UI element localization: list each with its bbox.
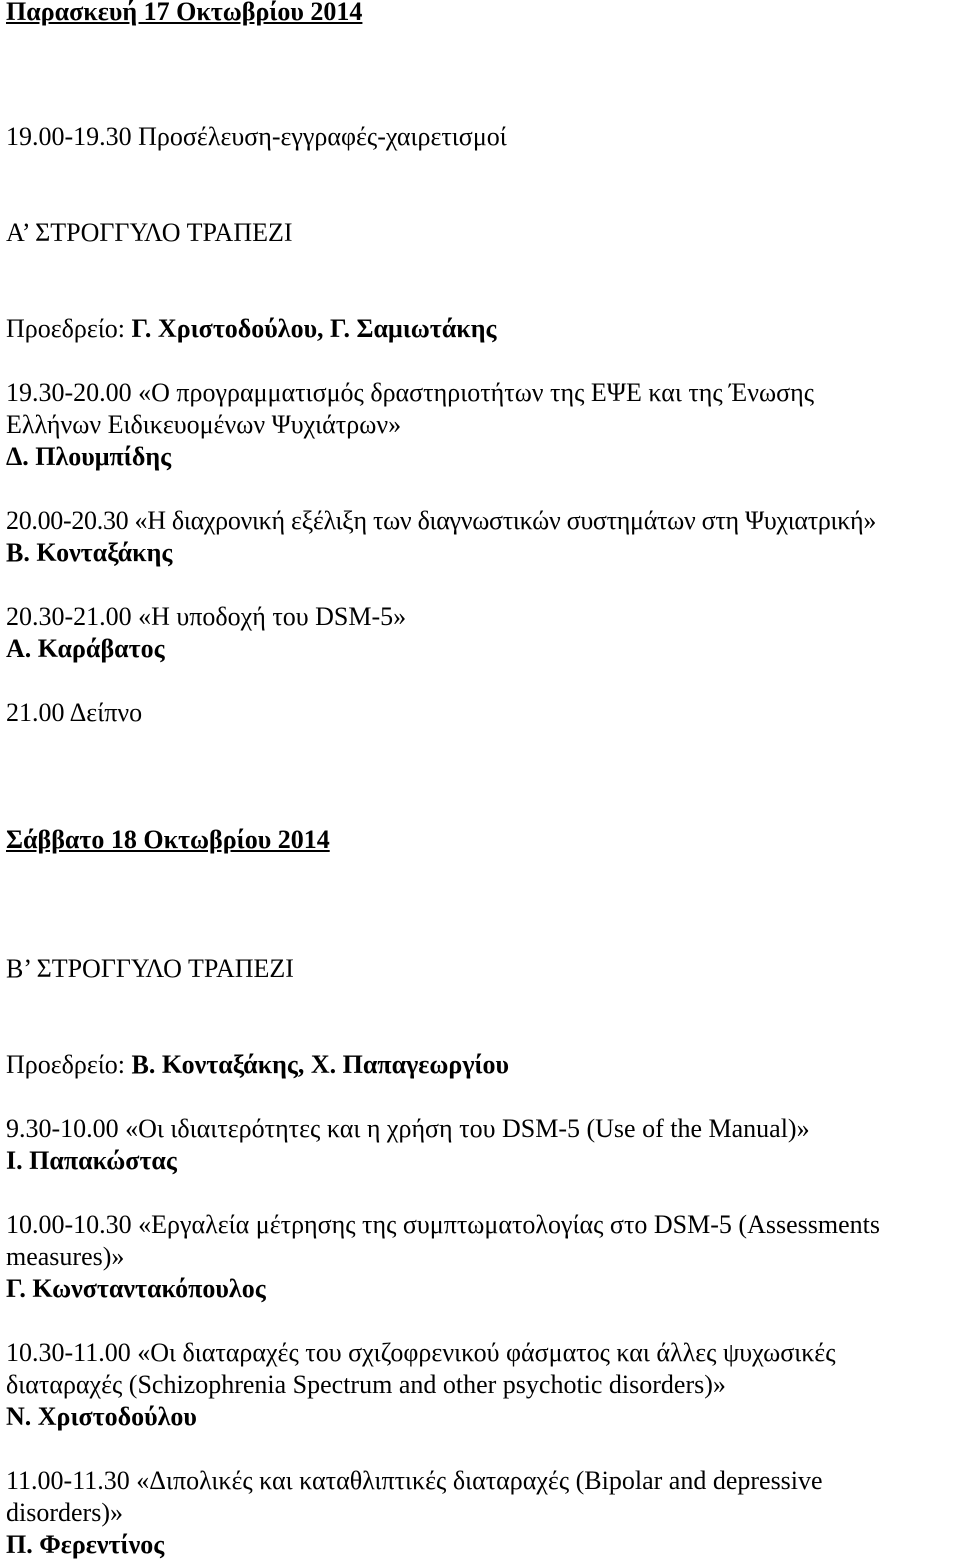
talk-2-line-1: 20.00-20.30 «Η διαχρονική εξέλιξη των διαγνωστικών συστημάτων στη Ψυχιατρική» bbox=[6, 506, 877, 535]
talk-6-line-2: διαταραχές (Schizophrenia Spectrum and other psychotic disorders)» bbox=[6, 1370, 726, 1399]
talk-6-speaker: Ν. Χριστοδούλου bbox=[6, 1402, 197, 1431]
registration-line: 19.00-19.30 Προσέλευση-εγγραφές-χαιρετισμοί bbox=[6, 122, 507, 151]
talk-5-line-1: 10.00-10.30 «Εργαλεία μέτρησης της συμπτωματολογίας στο DSM-5 (Assessments bbox=[6, 1210, 880, 1239]
talk-1-speaker: Δ. Πλουμπίδης bbox=[6, 442, 172, 471]
talk-5-speaker: Γ. Κωνσταντακόπουλος bbox=[6, 1274, 266, 1303]
talk-1-line-2: Ελλήνων Ειδικευομένων Ψυχιάτρων» bbox=[6, 410, 402, 439]
talk-3-speaker: Α. Καράβατος bbox=[6, 634, 165, 663]
day2-heading: Σάββατο 18 Οκτωβρίου 2014 bbox=[6, 825, 330, 854]
chairs-b-label: Προεδρείο: bbox=[6, 1050, 126, 1079]
talk-1-line-1: 19.30-20.00 «Ο προγραμματισμός δραστηριοτήτων της ΕΨΕ και της Ένωσης bbox=[6, 378, 814, 407]
chairs-a-label: Προεδρείο: bbox=[6, 314, 126, 343]
round-table-a-title: Α’ ΣΤΡΟΓΓΥΛΟ ΤΡΑΠΕΖΙ bbox=[6, 218, 293, 247]
chairs-a bbox=[6, 313, 496, 345]
dinner-line: 21.00 Δείπνο bbox=[6, 698, 143, 727]
chairs-a-names: Γ. Χριστοδούλου, Γ. Σαμιωτάκης bbox=[131, 314, 497, 343]
talk-5-line-2: measures)» bbox=[6, 1242, 125, 1271]
talk-3-line-1: 20.30-21.00 «Η υποδοχή του DSM-5» bbox=[6, 602, 407, 631]
talk-2-speaker: Β. Κονταξάκης bbox=[6, 538, 173, 567]
chairs-b bbox=[6, 1049, 509, 1081]
talk-4-speaker: Ι. Παπακώστας bbox=[6, 1146, 177, 1175]
talk-7-line-2: disorders)» bbox=[6, 1498, 123, 1527]
talk-7-line-1: 11.00-11.30 «Διπολικές και καταθλιπτικές διαταραχές (Bipolar and depressive bbox=[6, 1466, 823, 1495]
round-table-b-title: Β’ ΣΤΡΟΓΓΥΛΟ ΤΡΑΠΕΖΙ bbox=[6, 954, 294, 983]
day1-heading: Παρασκευή 17 Οκτωβρίου 2014 bbox=[6, 0, 363, 26]
talk-6-line-1: 10.30-11.00 «Οι διαταραχές του σχιζοφρενικού φάσματος και άλλες ψυχωσικές bbox=[6, 1338, 836, 1367]
chairs-b-names: Β. Κονταξάκης, Χ. Παπαγεωργίου bbox=[131, 1050, 510, 1079]
talk-7-speaker: Π. Φερεντίνος bbox=[6, 1530, 165, 1559]
talk-4-line-1: 9.30-10.00 «Οι ιδιαιτερότητες και η χρήση του DSM-5 (Use of the Manual)» bbox=[6, 1114, 810, 1143]
